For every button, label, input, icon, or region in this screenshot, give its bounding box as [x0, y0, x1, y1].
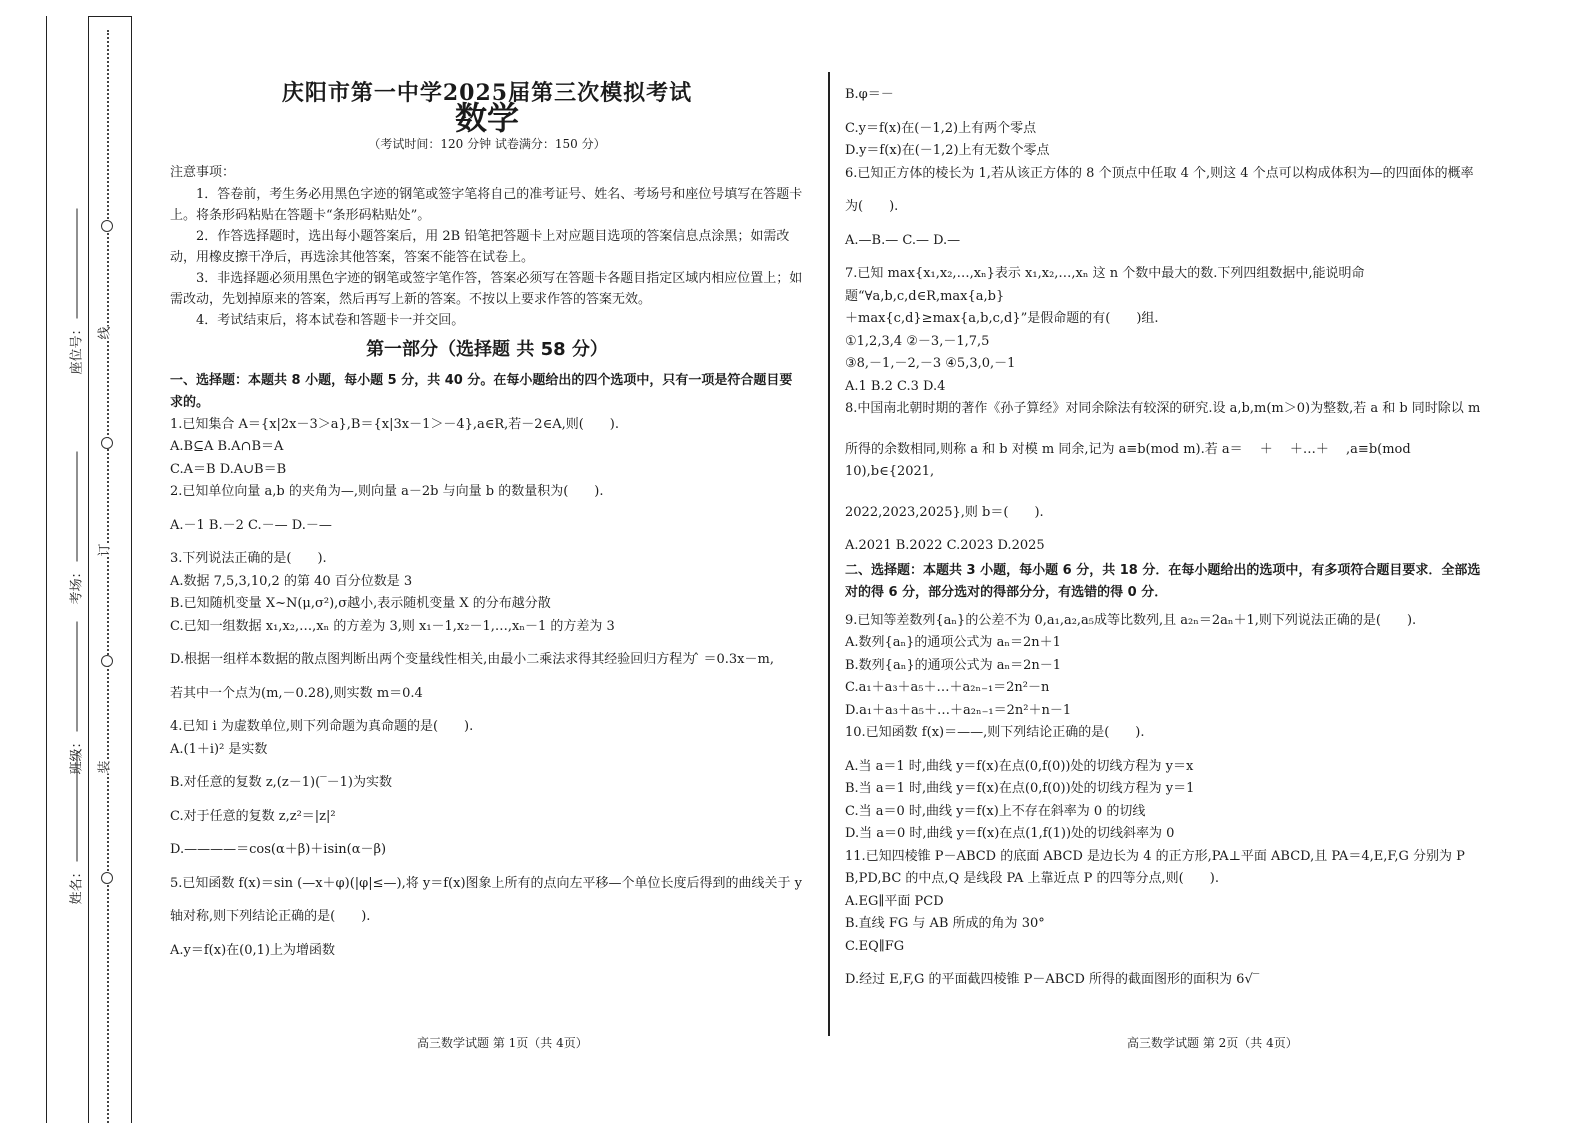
seat-number-label: 座位号： — [69, 322, 85, 375]
binding-circle — [101, 220, 113, 232]
exam-room-blank[interactable] — [77, 451, 78, 561]
question-line: A.B⊆A B.A∩B＝A — [170, 439, 284, 454]
binding-word-order: 订 — [97, 543, 113, 557]
part-1-title: 第一部分（选择题 共 58 分） — [366, 339, 608, 360]
question-line: B.当 a＝1 时,曲线 y＝f(x)在点(0,f(0))处的切线方程为 y＝1 — [845, 781, 1195, 796]
question-line: C.y＝f(x)在(－1,2)上有两个零点 — [845, 120, 1037, 136]
binding-word-line: 线 — [97, 326, 113, 340]
seat-number-blank[interactable] — [77, 208, 78, 318]
question-line: 6.已知正方体的棱长为 1,若从该正方体的 8 个顶点中任取 4 个,则这 4 个点可以构成体积为—的四面体的概率 — [845, 165, 1474, 181]
question-line: A.2021 B.2022 C.2023 D.2025 — [845, 538, 1045, 553]
question-line: 轴对称,则下列结论正确的是( ). — [170, 909, 371, 924]
question-line: 10.已知函数 f(x)＝——,则下列结论正确的是( ). — [845, 725, 1145, 740]
binding-circle — [101, 437, 113, 449]
class-field[interactable] — [66, 645, 85, 775]
question-line: C.EQ∥FG — [845, 938, 905, 954]
name-field[interactable] — [66, 775, 85, 905]
page-1-column — [170, 72, 804, 962]
page-2-column — [845, 84, 1485, 992]
subject-title: 数学 — [454, 98, 519, 137]
question-line: C.a₁＋a₃＋a₅＋…＋a₂ₙ₋₁＝2n²－n — [845, 680, 1050, 695]
note-item: 3．非选择题必须用黑色字迹的钢笔或签字笔作答，答案必须写在答题卡各题目指定区域内相应位置上；如需改动，先划掉原来的答案，然后再写上新的答案。不按以上要求作答的答案无效。 — [170, 271, 803, 307]
exam-room-label: 考场： — [69, 565, 85, 605]
question-line: 为( ). — [845, 199, 899, 214]
note-item: 2．作答选择题时，选出每小题答案后，用 2B 铅笔把答题卡上对应题目选项的答案信息点涂黑；如需改动，用橡皮擦干净后，再选涂其他答案，答案不能答在试卷上。 — [170, 229, 790, 265]
question-line: 9.已知等差数列{aₙ}的公差不为 0,a₁,a₂,a₅成等比数列,且 a₂ₙ＝2aₙ＋1,则下列说法正确的是( ). — [845, 612, 1417, 628]
footer-page-1: 高三数学试题 第 1页（共 4页） — [417, 1036, 588, 1050]
binding-circle — [101, 872, 113, 884]
question-line: C.A＝B D.A∪B＝B — [170, 461, 287, 477]
binding-margin — [0, 0, 136, 1123]
section-1-heading: 一、选择题：本题共 8 小题，每小题 5 分，共 40 分。在每小题给出的四个选项中，只有一项是符合题目要求的。 — [170, 372, 793, 410]
binding-top-edge — [88, 16, 131, 17]
column-divider — [828, 72, 830, 1036]
binding-word-bind: 装 — [97, 760, 113, 774]
question-line: A.1 B.2 C.3 D.4 — [845, 378, 946, 394]
question-line: B.数列{aₙ}的通项公式为 aₙ＝2n－1 — [845, 657, 1062, 673]
question-line: C.对于任意的复数 z,z²＝|z|² — [170, 808, 336, 824]
question-line: B.φ＝－ — [845, 87, 894, 102]
question-line: D.当 a＝0 时,曲线 y＝f(x)在点(1,f(1))处的切线斜率为 0 — [845, 826, 1175, 841]
question-line: 1.已知集合 A＝{x|2x－3＞a},B＝{x|3x－1＞－4},a∈R,若－2∈A,则( ). — [170, 416, 620, 432]
exam-info: （考试时间：120 分钟 试卷满分：150 分） — [368, 137, 606, 151]
question-line: A.数列{aₙ}的通项公式为 aₙ＝2n＋1 — [845, 635, 1061, 650]
question-line: ＋max{c,d}≥max{a,b,c,d}”是假命题的有( )组. — [845, 311, 1159, 326]
name-label: 姓名： — [69, 865, 85, 905]
question-line: B.对任意的复数 z,(z－1)(‾－1)为实数 — [170, 775, 392, 790]
question-line: D.a₁＋a₃＋a₅＋…＋a₂ₙ₋₁＝2n²＋n－1 — [845, 702, 1072, 718]
question-line: D.经过 E,F,G 的平面截四棱锥 P－ABCD 所得的截面图形的面积为 6√‾ — [845, 972, 1260, 987]
name-blank[interactable] — [77, 751, 78, 861]
right-questions-2 — [845, 610, 1485, 992]
question-line: D.y＝f(x)在(－1,2)上有无数个零点 — [845, 143, 1050, 158]
question-line: 7.已知 max{x₁,x₂,…,xₙ}表示 x₁,x₂,…,xₙ 这 n 个数中最大的数.下列四组数据中,能说明命题“∀a,b,c,d∈R,max{a,b} — [845, 266, 1365, 304]
question-line: A.—B.— C.— D.— — [845, 232, 961, 248]
binding-border-left — [46, 16, 47, 1123]
binding-circle — [101, 655, 113, 667]
question-line: A.当 a＝1 时,曲线 y＝f(x)在点(0,f(0))处的切线方程为 y＝x — [845, 758, 1194, 774]
question-line: 3.下列说法正确的是( ). — [170, 551, 327, 566]
question-line: B.直线 FG 与 AB 所成的角为 30° — [845, 916, 1045, 931]
question-line: 11.已知四棱锥 P－ABCD 的底面 ABCD 是边长为 4 的正方形,PA⊥平面 ABCD,且 PA＝4,E,F,G 分别为 P — [845, 848, 1465, 864]
class-blank[interactable] — [77, 621, 78, 731]
question-line: 5.已知函数 f(x)＝sin (—x＋φ)(|φ|≤—),将 y＝f(x)图象上所有的点向左平移—个单位长度后得到的曲线关于 y — [170, 875, 803, 891]
class-label: 班级： — [69, 735, 85, 775]
question-line: ③8,－1,－2,－3 ④5,3,0,－1 — [845, 356, 1016, 371]
exam-title: 庆阳市第一中学2025届第三次模拟考试 — [281, 80, 693, 106]
question-line: 8.中国南北朝时期的著作《孙子算经》对同余除法有较深的研究.设 a,b,m(m＞0)为整数,若 a 和 b 同时除以 m — [845, 401, 1481, 416]
right-questions — [845, 84, 1485, 558]
binding-dotted-line — [107, 30, 109, 1123]
binding-border-mid — [88, 16, 89, 1123]
notes-heading: 注意事项： — [170, 164, 236, 180]
question-line: 若其中一个点为(m,－0.28),则实数 m＝0.4 — [170, 685, 423, 701]
question-line: B,PD,BC 的中点,Q 是线段 PA 上靠近点 P 的四等分点,则( ). — [845, 871, 1219, 886]
question-line: 4.已知 i 为虚数单位,则下列命题为真命题的是( ). — [170, 719, 474, 734]
question-line: 2.已知单位向量 a,b 的夹角为—,则向量 a－2b 与向量 b 的数量积为( ). — [170, 484, 604, 499]
exam-room-field[interactable] — [66, 475, 85, 605]
question-line: D.————＝cos(α＋β)＋isin(α－β) — [170, 842, 387, 857]
left-questions — [170, 414, 804, 963]
note-item: 1．答卷前，考生务必用黑色字迹的钢笔或签字笔将自己的准考证号、姓名、考场号和座位号填写在答题卡上。将条形码粘贴在答题卡“条形码粘贴处”。 — [170, 187, 803, 223]
question-line: 所得的余数相同,则称 a 和 b 对模 m 同余,记为 a≡b(mod m).若 a＝ ＋ ＋…＋ ,a≡b(mod 10),b∈{2021, — [845, 441, 1411, 479]
question-line: ①1,2,3,4 ②－3,－1,7,5 — [845, 333, 990, 349]
question-line: 2022,2023,2025},则 b＝( ). — [845, 504, 1044, 520]
question-line: C.当 a＝0 时,曲线 y＝f(x)上不存在斜率为 0 的切线 — [845, 803, 1146, 819]
binding-border-right — [131, 16, 132, 1123]
question-line: A.(1＋i)² 是实数 — [170, 741, 268, 757]
question-line: B.已知随机变量 X~N(μ,σ²),σ越小,表示随机变量 X 的分布越分散 — [170, 596, 551, 611]
footer-page-2: 高三数学试题 第 2页（共 4页） — [1127, 1036, 1298, 1050]
question-line: A.－1 B.－2 C.－— D.－— — [170, 517, 332, 533]
section-2-heading: 二、选择题：本题共 3 小题，每小题 6 分，共 18 分．在每小题给出的选项中，有多项符合题目要求．全部选对的得 6 分，部分选对的得部分分，有选错的得 0 分． — [845, 562, 1481, 600]
note-item: 4．考试结束后，将本试卷和答题卡一并交回。 — [196, 313, 465, 328]
question-line: C.已知一组数据 x₁,x₂,…,xₙ 的方差为 3,则 x₁－1,x₂－1,…,xₙ－1 的方差为 3 — [170, 618, 615, 634]
seat-number-field[interactable] — [66, 245, 85, 375]
question-line: A.数据 7,5,3,10,2 的第 40 百分位数是 3 — [170, 573, 413, 589]
question-line: A.EG∥平面 PCD — [845, 893, 944, 909]
question-line: D.根据一组样本数据的散点图判断出两个变量线性相关,由最小二乘法求得其经验回归方程为 ̂ ＝0.3x－m, — [170, 652, 774, 667]
question-line: A.y＝f(x)在(0,1)上为增函数 — [170, 942, 335, 958]
